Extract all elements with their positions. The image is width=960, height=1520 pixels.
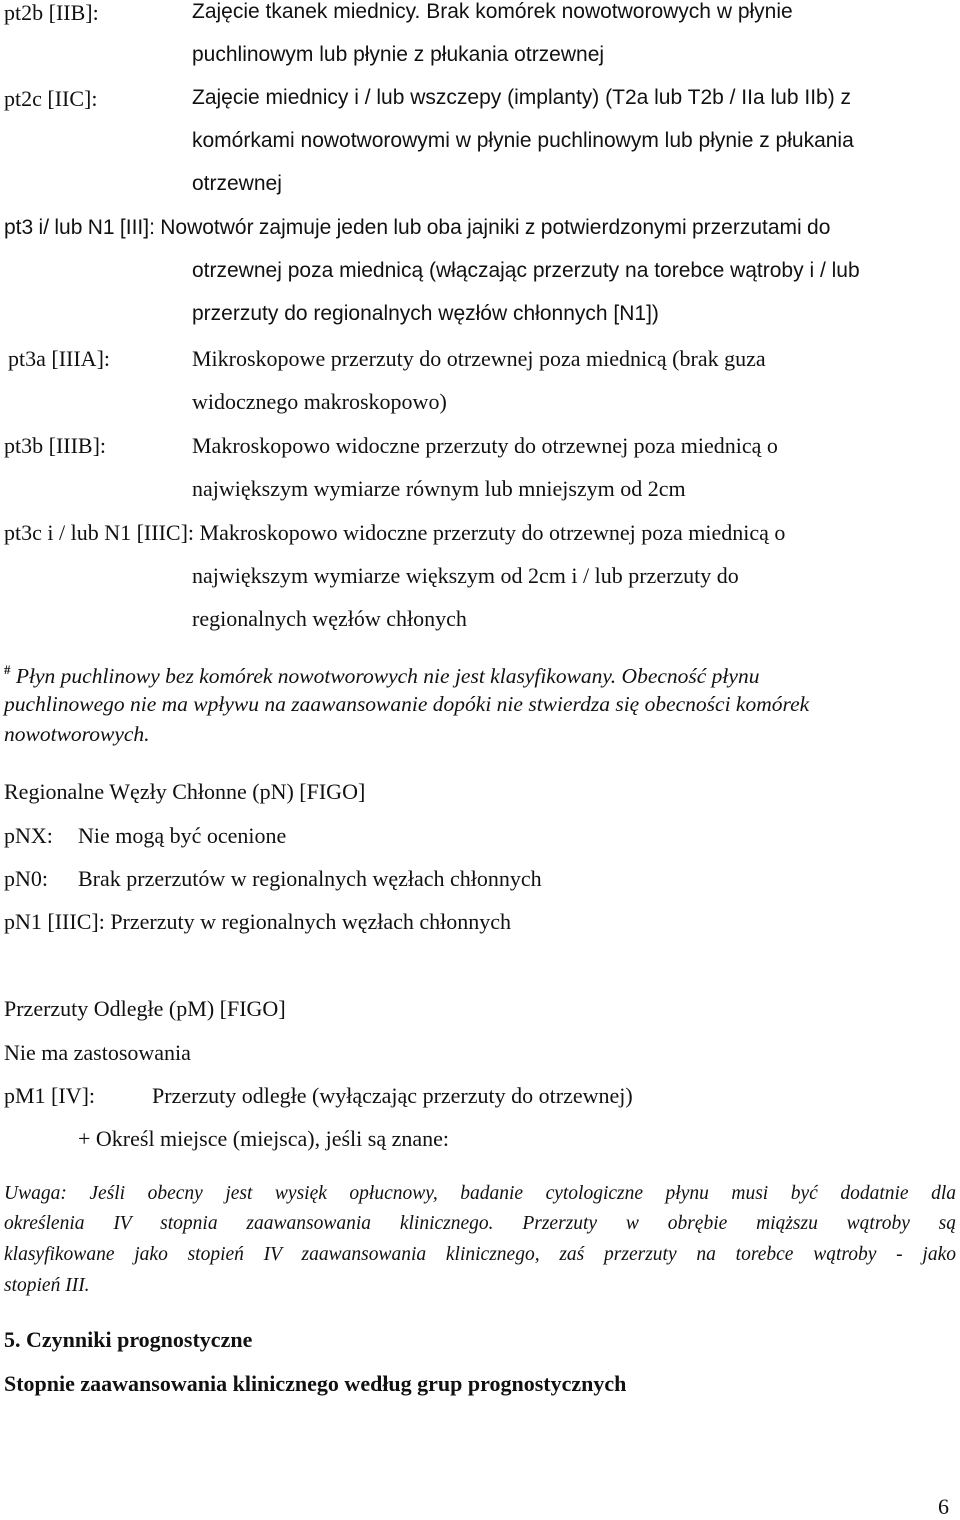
stage-label-pt2c: pt2c [IIC]:: [4, 86, 98, 111]
stage-label-pt3a: pt3a [IIIA]:: [8, 346, 111, 371]
stage-text-pt2b-line2: puchlinowym lub płynie z płukania otrzewnej: [192, 43, 605, 66]
stage-text-pt3-line2: otrzewnej poza miednicą (włączając przerzuty na torebce wątroby i / lub: [192, 259, 860, 282]
pn1-text: Przerzuty w regionalnych węzłach chłonnych: [110, 909, 512, 934]
stage-text-pt3c-line2: największym wymiarze większym od 2cm i / lub przerzuty do: [192, 563, 739, 588]
stage-text-pt3b-line1: Makroskopowo widoczne przerzuty do otrzewnej poza miednicą o: [192, 433, 778, 458]
pm-heading: Przerzuty Odległe (pM) [FIGO]: [4, 996, 286, 1021]
pm-specify-site: + Określ miejsce (miejsca), jeśli są znane:: [78, 1126, 449, 1151]
stage-pt3-first-line: pt3 i/ lub N1 [III]: Nowotwór zajmuje jeden lub oba jajniki z potwierdzonymi przerzutami do: [4, 216, 831, 239]
stage-label-pt3b: pt3b [IIIB]:: [4, 433, 107, 458]
pn-heading: Regionalne Węzły Chłonne (pN) [FIGO]: [4, 779, 366, 804]
footnote-marker: #: [4, 662, 11, 677]
footnote-text: Płyn puchlinowy bez komórek nowotworowych nie jest klasyfikowany. Obecność płynu: [15, 664, 760, 688]
pn0-label: pN0:: [4, 866, 48, 891]
note-line3: klasyfikowane jako stopień IV zaawansowania klinicznego, zaś przerzuty na torebce wątroby - jako: [4, 1244, 956, 1265]
stage-text-pt2b-line1: Zajęcie tkanek miednicy. Brak komórek nowotworowych w płynie: [192, 0, 793, 23]
note-line1: Uwaga: Jeśli obecny jest wysięk opłucnowy, badanie cytologiczne płynu musi być dodatnie dla: [4, 1183, 956, 1204]
stage-text-pt3a-line2: widocznego makroskopowo): [192, 389, 447, 414]
section-subheading: Stopnie zaawansowania klinicznego według grup prognostycznych: [4, 1371, 627, 1396]
stage-text-pt2c-line2: komórkami nowotworowymi w płynie puchlinowym lub płynie z płukania: [192, 129, 854, 152]
stage-text-pt2c-line1: Zajęcie miednicy i / lub wszczepy (implanty) (T2a lub T2b / IIa lub IIb) z: [192, 86, 852, 109]
note-line2: określenia IV stopnia zaawansowania klinicznego. Przerzuty w obrębie miąższu wątroby są: [4, 1213, 956, 1234]
pn1-line: [4, 909, 511, 935]
footnote-line2: puchlinowego nie ma wpływu na zaawansowanie dopóki nie stwierdza się obecności komórek: [4, 692, 810, 716]
stage-text-pt3b-line2: największym wymiarze równym lub mniejszym od 2cm: [192, 476, 686, 501]
pm1-label: pM1 [IV]:: [4, 1083, 96, 1108]
pm1-text: Przerzuty odległe (wyłączając przerzuty do otrzewnej): [152, 1083, 633, 1108]
footnote-line1: [4, 662, 759, 689]
stage-text-pt3-line3: przerzuty do regionalnych węzłów chłonnych [N1]): [192, 302, 659, 325]
pnx-text: Nie mogą być ocenione: [78, 823, 287, 848]
stage-label-pt2b: pt2b [IIB]:: [4, 0, 99, 25]
note-line4: stopień III.: [4, 1275, 90, 1296]
pnx-label: pNX:: [4, 823, 53, 848]
stage-text-pt2c-line3: otrzewnej: [192, 172, 282, 195]
page-number: 6: [938, 1494, 949, 1519]
stage-text-pt3a-line1: Mikroskopowe przerzuty do otrzewnej poza miednicą (brak guza: [192, 346, 766, 371]
pn1-label: pN1 [IIIC]:: [4, 909, 105, 934]
footnote-line3: nowotworowych.: [4, 722, 150, 746]
pn0-text: Brak przerzutów w regionalnych węzłach chłonnych: [78, 866, 542, 891]
pm-not-applicable: Nie ma zastosowania: [4, 1040, 191, 1065]
stage-pt3c-first-line: pt3c i / lub N1 [IIIC]: Makroskopowo widoczne przerzuty do otrzewnej poza miednicą o: [4, 520, 786, 545]
section-heading: 5. Czynniki prognostyczne: [4, 1327, 253, 1352]
stage-text-pt3c-line3: regionalnych węzłów chłonych: [192, 606, 467, 631]
